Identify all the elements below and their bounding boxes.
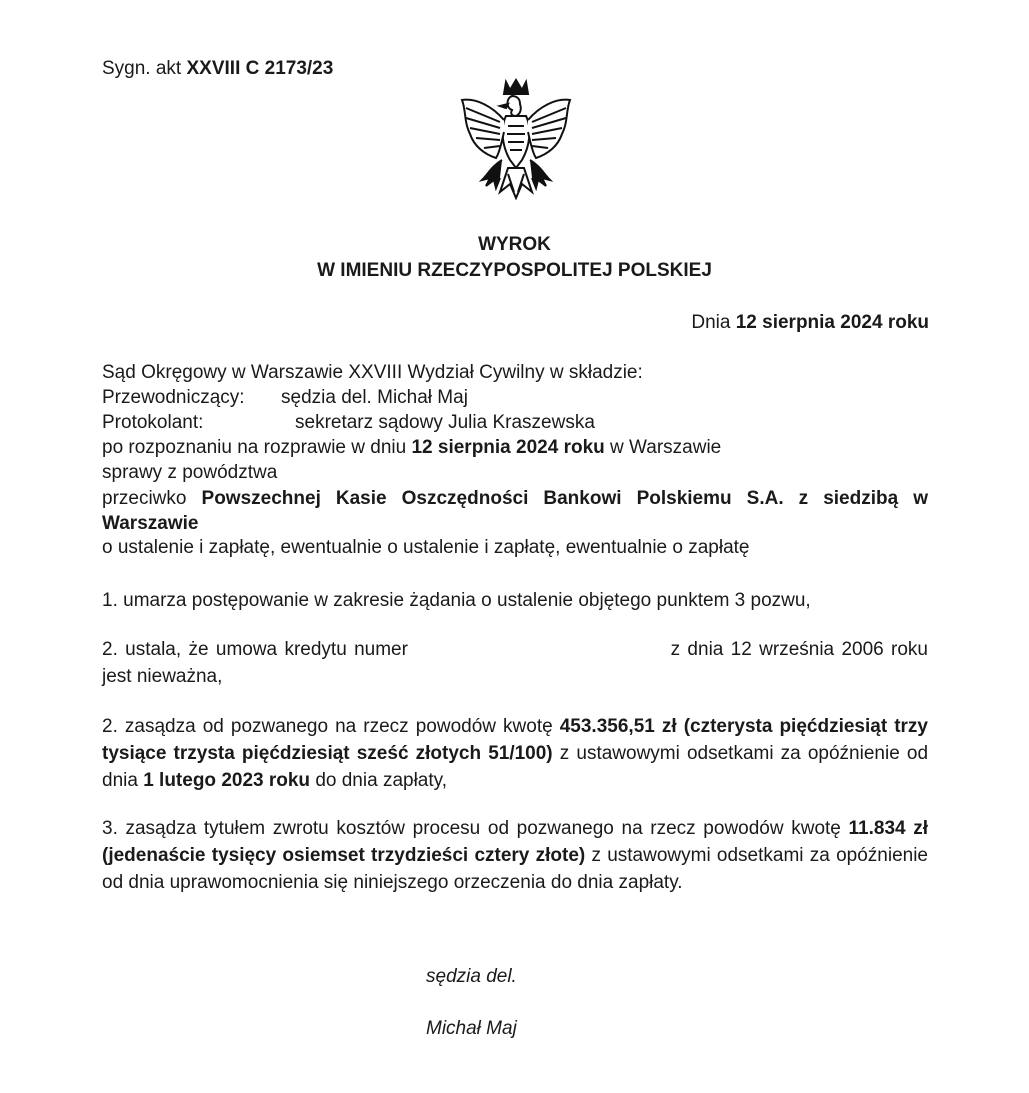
point-3-amount: 453.356,51 zł (czterysta pięćdziesiąt trzy tysiące trzysta pięćdziesiąt sześć złotych 51/100) (102, 716, 928, 764)
polish-eagle-emblem-icon (456, 76, 576, 200)
case-subject: o ustalenie i zapłatę, ewentualnie o ustalenie i zapłatę, ewentualnie o zapłatę (102, 537, 750, 558)
point-3-prefix: 2. zasądza od pozwanego na rzecz powodów kwotę (102, 716, 553, 737)
case-line: sprawy z powództwa (102, 462, 278, 483)
point-4-prefix: 3. zasądza tytułem zwrotu kosztów procesu od pozwanego na rzecz powodów kwotę (102, 818, 841, 839)
ruling-point-2 (102, 636, 928, 690)
hearing-prefix: po rozpoznaniu na rozprawie w dniu (102, 437, 407, 458)
point-2-suffix: z dnia 12 września 2006 roku jest nieważna, (102, 639, 928, 687)
against-prefix: przeciwko (102, 488, 187, 509)
point-3-mid: z ustawowymi odsetkami za opóźnienie od dnia (102, 743, 929, 791)
signature-title: sędzia del. (426, 966, 517, 987)
clerk-value: sekretarz sądowy Julia Kraszewska (295, 412, 595, 433)
presiding-value: sędzia del. Michał Maj (281, 387, 468, 408)
defendant-name: Powszechnej Kasie Oszczędności Bankowi Polskiemu S.A. z siedzibą w Warszawie (102, 488, 928, 534)
presiding-label: Przewodniczący: (102, 387, 245, 408)
point-4-amount: 11.834 zł (jedenaście tysięcy osiemset trzydzieści cztery złote) (102, 818, 929, 866)
hearing-line (102, 437, 721, 459)
point-2-prefix: 2. ustala, że umowa kredytu numer (102, 639, 408, 660)
judgment-subtitle: W IMIENIU RZECZYPOSPOLITEJ POLSKIEJ (317, 260, 712, 281)
point-4-suffix: z ustawowymi odsetkami za opóźnienie od dnia uprawomocnienia się niniejszego orzeczenia do dnia zapłaty. (102, 845, 928, 893)
date-prefix: Dnia (691, 312, 731, 333)
ruling-point-4 (102, 815, 928, 896)
ruling-point-1: 1. umarza postępowanie w zakresie żądania o ustalenie objętego punktem 3 pozwu, (102, 590, 811, 611)
point-3-suffix: do dnia zapłaty, (315, 770, 448, 791)
judgment-title: WYROK (478, 234, 551, 255)
defendant-line (102, 486, 928, 536)
date-value: 12 sierpnia 2024 roku (735, 312, 929, 333)
case-signature-number: XXVIII C 2173/23 (186, 58, 334, 79)
case-signature (102, 58, 333, 80)
court-line: Sąd Okręgowy w Warszawie XXVIII Wydział Cywilny w składzie: (102, 362, 643, 383)
point-3-date: 1 lutego 2023 roku (143, 770, 311, 791)
ruling-point-3 (102, 713, 928, 794)
judgment-date (691, 312, 929, 334)
case-signature-label: Sygn. akt (102, 58, 182, 79)
hearing-suffix: w Warszawie (610, 437, 722, 458)
hearing-date: 12 sierpnia 2024 roku (411, 437, 605, 458)
signature-name: Michał Maj (426, 1018, 517, 1039)
clerk-label: Protokolant: (102, 412, 204, 433)
